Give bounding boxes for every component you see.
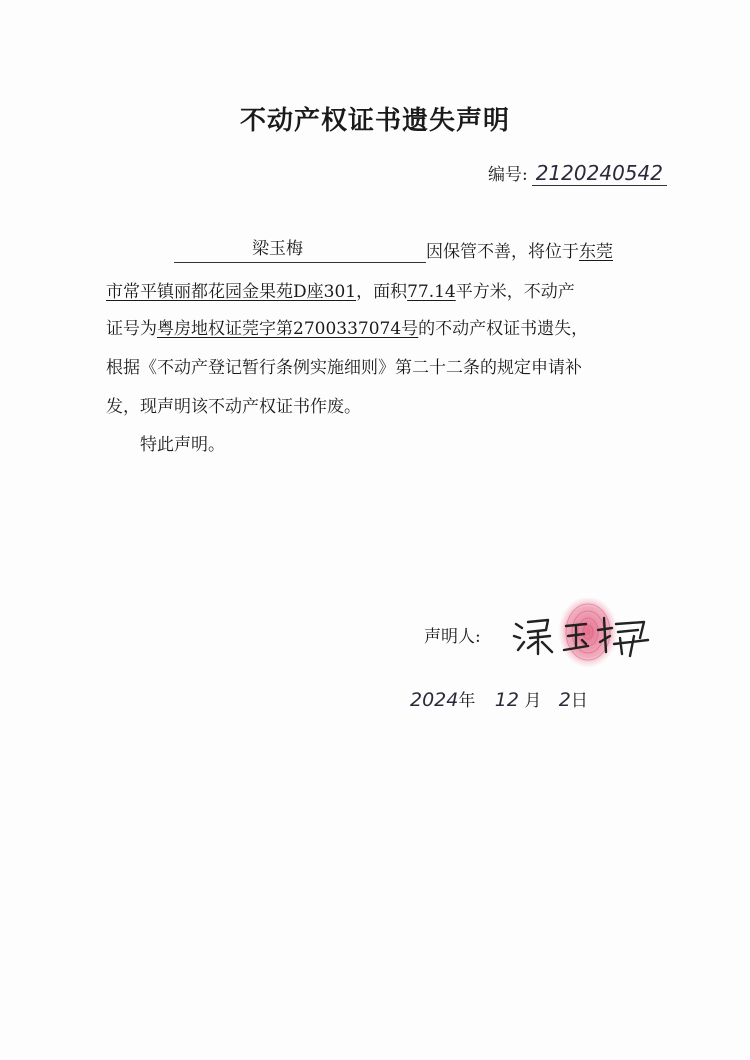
document-title: 不动产权证书遗失声明 [239, 106, 510, 136]
body-line-1 [174, 241, 613, 263]
closing-line: 特此声明。 [140, 435, 225, 455]
address-part-2: 市常平镇丽都花园金果苑D座301 [106, 282, 357, 302]
area-value: 77.14 [407, 282, 456, 302]
date-month-unit: 月 [524, 691, 542, 711]
body-line-2 [106, 281, 575, 303]
line1-text: 因保管不善，将位于 [426, 242, 579, 262]
certificate-number: 粤房地权证莞字第2700337074号 [157, 319, 419, 339]
body-line-5: 发，现声明该不动产权证书作废。 [106, 397, 361, 417]
document-number [488, 160, 667, 185]
line2-end: 平方米，不动产 [455, 282, 575, 302]
declarant-label: 声明人: [424, 627, 481, 647]
declarant-name: 梁玉梅 [252, 239, 303, 259]
line2-mid: ，面积 [356, 282, 408, 302]
date-year-unit: 年 [458, 691, 476, 711]
declaration-date [410, 686, 588, 711]
number-label: 编号: [488, 165, 528, 185]
date-day: 2 [558, 689, 571, 711]
date-year: 2024 [410, 689, 459, 711]
address-part-1: 东莞 [579, 242, 613, 262]
name-blank [174, 239, 426, 263]
date-day-unit: 日 [570, 691, 588, 711]
line3-start: 证号为 [106, 319, 157, 339]
number-value: 2120240542 [532, 161, 667, 186]
body-line-3 [106, 318, 588, 340]
signature-with-fingerprint [508, 598, 658, 678]
body-line-4: 根据《不动产登记暂行条例实施细则》第二十二条的规定申请补 [106, 358, 582, 378]
date-month: 12 [494, 689, 519, 711]
line3-end: 的不动产权证书遗失， [418, 319, 589, 339]
fingerprint-stamp [558, 598, 618, 668]
